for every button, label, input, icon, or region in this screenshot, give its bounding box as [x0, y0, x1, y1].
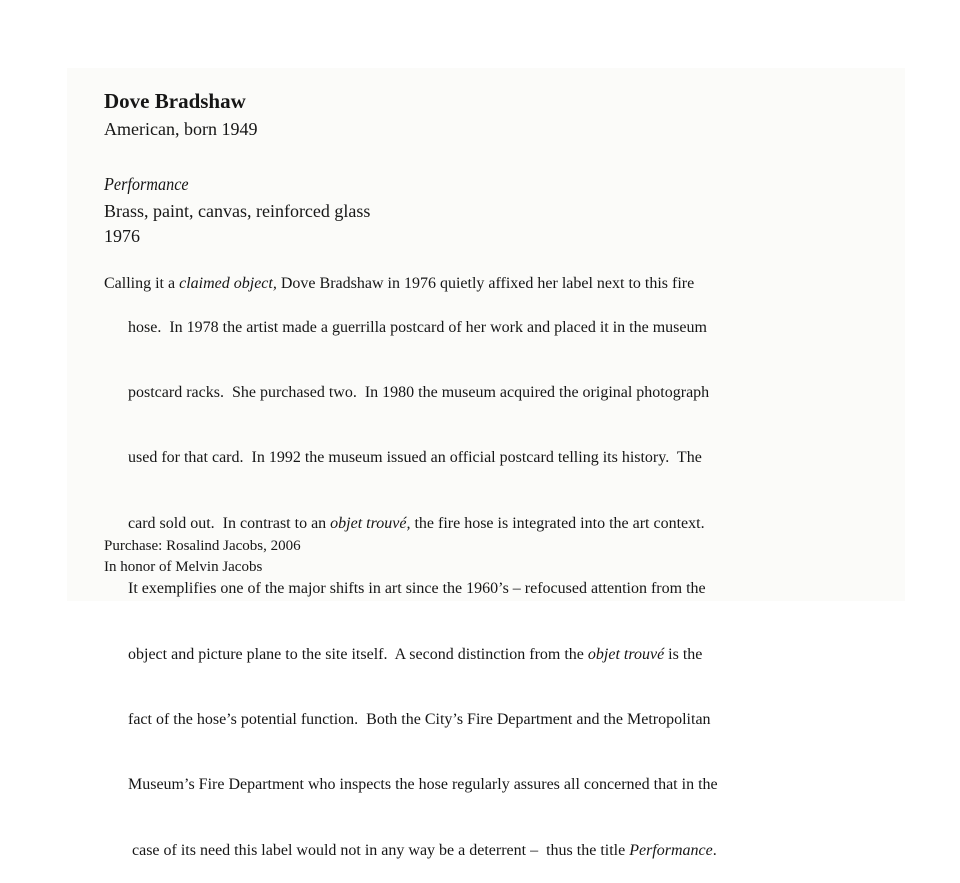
credit-honor: In honor of Melvin Jacobs [104, 559, 263, 575]
description-line: hose. In 1978 the artist made a guerrilla postcard of her work and placed it in the museum [128, 318, 707, 336]
description-line: It exemplifies one of the major shifts in art since the 1960’s – refocused attention from the [128, 580, 706, 598]
artwork-date: 1976 [104, 226, 140, 246]
description-line: card sold out. In contrast to an objet trouvé, the fire hose is integrated into the art context. [128, 514, 705, 532]
description-line: used for that card. In 1992 the museum issued an official postcard telling its history. The [128, 449, 702, 467]
credit-purchase: Purchase: Rosalind Jacobs, 2006 [104, 538, 301, 554]
artist-nationality-birth: American, born 1949 [104, 119, 258, 139]
credit-line [104, 536, 301, 578]
description-line: Museum’s Fire Department who inspects the hose regularly assures all concerned that in the [128, 776, 718, 794]
description-line: postcard racks. She purchased two. In 1980 the museum acquired the original photograph [128, 383, 710, 401]
museum-label-card [67, 68, 905, 859]
artwork-description [104, 273, 864, 883]
description-line: object and picture plane to the site itself. A second distinction from the objet trouvé is the [128, 645, 703, 663]
description-line: case of its need this label would not in any way be a deterrent – thus the title Performance. [128, 841, 717, 859]
artist-name: Dove Bradshaw [104, 89, 246, 113]
artwork-title: Performance [104, 174, 189, 194]
artwork-medium: Brass, paint, canvas, reinforced glass [104, 201, 371, 221]
description-line: Calling it a claimed object, Dove Bradshaw in 1976 quietly affixed her label next to this fire [104, 275, 695, 292]
description-line: fact of the hose’s potential function. Both the City’s Fire Department and the Metropolitan [128, 710, 711, 728]
